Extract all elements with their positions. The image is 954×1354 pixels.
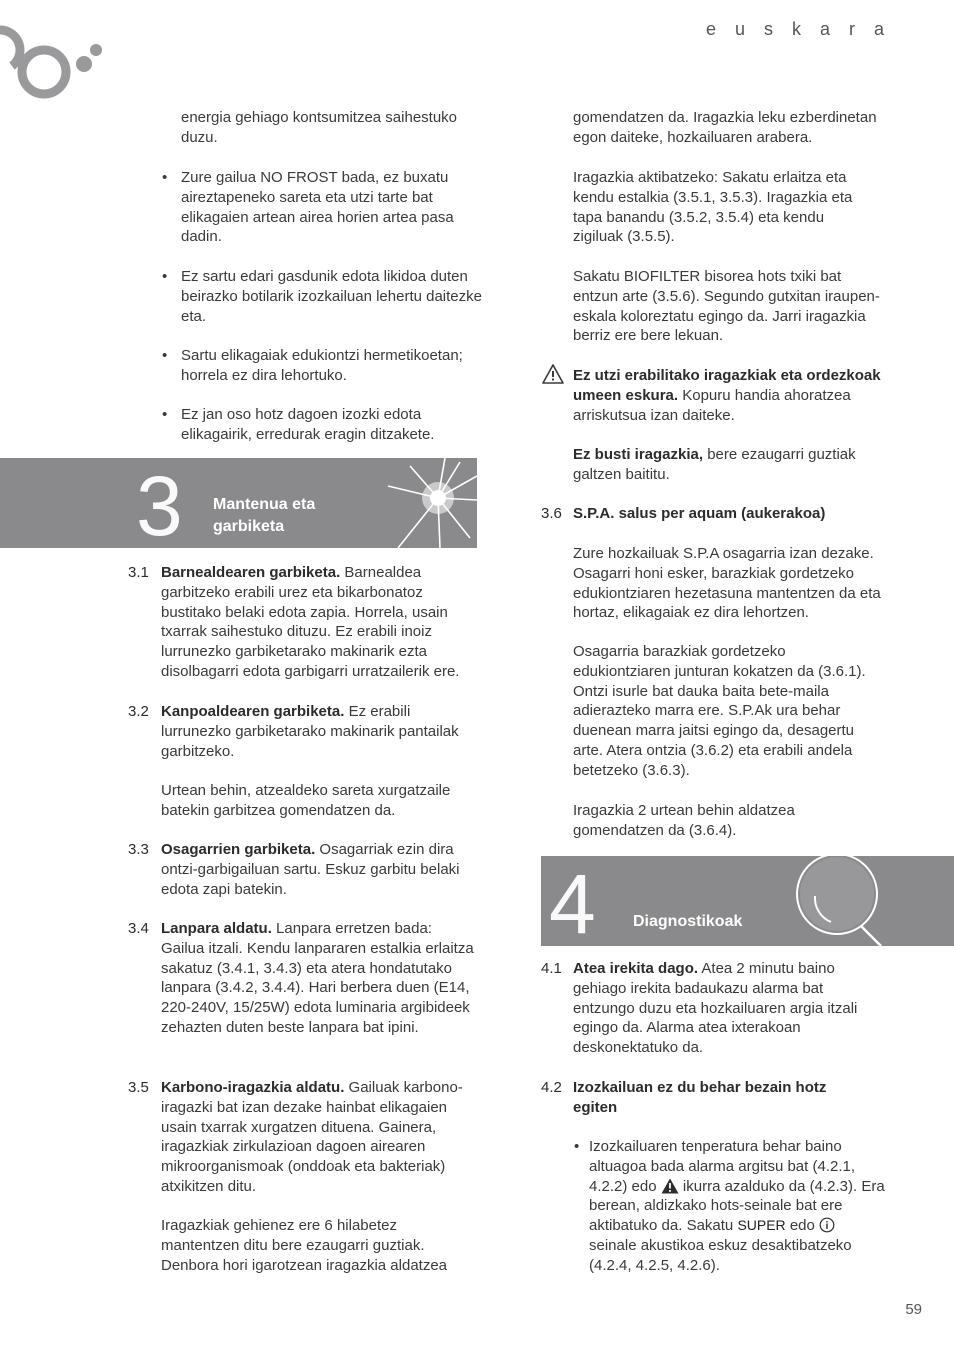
item-4-2-title [573, 1078, 893, 1118]
section-title: Diagnostikoak [633, 913, 743, 930]
item-title-line2: egiten [573, 1098, 618, 1116]
warning-bold: Ez utzi erabilitako iragazkiak eta ordezkoak umeen eskura. [573, 367, 881, 404]
item-title: Osagarrien garbiketa. [161, 841, 316, 858]
item-text: Osagarriak ezin dira ontzi-garbigailuan sartu. Eskuz garbitu belaki edota zapi batekin. [161, 841, 460, 898]
item-title: Lanpara aldatu. [161, 920, 272, 937]
section-title-line1: Mantenua eta [213, 496, 316, 513]
paragraph: Iragazkia 2 urtean behin aldatzea gomendatzen da (3.6.4). [573, 802, 795, 839]
brand-logo-icon [0, 22, 110, 104]
item-3-5 [161, 1078, 477, 1197]
bullet-text-1: Izozkailuaren tenperatura behar baino altuagoa bada alarma argitsu bat (4.2.1, 4.2.2) edo [589, 1138, 856, 1195]
language-label: e u s k a r a [705, 19, 891, 39]
item-number: 3.3 [128, 841, 149, 858]
section-title-line2: garbiketa [213, 518, 285, 535]
wet-warning-paragraph [573, 445, 883, 485]
warning-filled-icon [661, 1178, 679, 1194]
item-text: Ez erabili lurrunezko garbiketarako makinarik pantailak garbitzeko. [161, 703, 459, 760]
bullet-dot: • [574, 1138, 580, 1155]
item-3-1 [161, 563, 477, 682]
item-number: 3.5 [128, 1079, 149, 1096]
item-number: 4.1 [541, 960, 562, 977]
wet-warning-bold: Ez busti iragazkia, [573, 446, 704, 463]
item-title: S.P.A. salus per aquam (aukerakoa) [573, 505, 826, 522]
bullet-text-4: seinale akustikoa eskuz desaktibatzeko (4.2.4, 4.2.5, 4.2.6). [589, 1236, 852, 1274]
section-number: 3 [136, 459, 183, 548]
list-item: Ez sartu edari gasdunik edota likidoa duten beirazko botilarik izozkailuan lehertu daitezke eta. [181, 268, 482, 325]
list-item: Ez jan oso hotz dagoen izozki edota elikagairik, erredurak eragin ditzakete. [181, 406, 435, 443]
list-item: Zure gailua NO FROST bada, ez buxatu aireztapeneko sareta eta utzi tarte bat elikagaien artean airea horien artea pasa dadin. [181, 169, 454, 246]
item-title: Barnealdearen garbiketa. [161, 564, 341, 581]
bullet-text-2: ikurra azalduko da (4.2.3). Era berean, aldizkako hots-seinale bat ere aktibatuko da. Sakatu [589, 1177, 885, 1235]
intro-continuation: energia gehiago kontsumitzea saihestuko duzu. [181, 109, 458, 146]
bullet-dot: • [162, 169, 168, 186]
warning-icon [542, 364, 564, 384]
bullet-dot: • [162, 268, 168, 285]
super-key-label: SUPER [737, 1217, 786, 1234]
item-3-4 [161, 919, 477, 1038]
wet-warning-text: bere ezaugarri guztiak galtzen baititu. [573, 446, 856, 483]
warning-paragraph [573, 366, 883, 425]
bullet-dot: • [162, 347, 168, 364]
section-number: 4 [549, 857, 596, 946]
magnifier-icon [791, 856, 901, 946]
item-number: 3.4 [128, 920, 149, 937]
sparkle-icon [380, 458, 477, 548]
list-item: Sartu elikagaiak edukiontzi hermetikoetan; horrela ez dira lehortuko. [181, 347, 463, 384]
item-title: Atea irekita dago. [573, 960, 699, 977]
item-number: 3.1 [128, 564, 149, 581]
paragraph: Osagarria barazkiak gordetzeko edukiontziaren junturan kokatzen da (3.6.1). Ontzi isurle bat dauka baita bete-maila adierazteko marra ere. S.P.Ak ura behar duenean marra jaitsi egingo da, desagertu arte. Atera ontzia (3.6.2) eta erabili andela betetzeko (3.6.3). [573, 643, 866, 779]
list-item [589, 1137, 885, 1276]
item-text: Atea 2 minutu baino gehiago irekita badaukazu alarma bat entzungo duzu eta hozkailuaren argia itzali egingo da. Alarma atea ixterakoan deskonektatuko da. [573, 960, 858, 1057]
bullet-dot: • [162, 406, 168, 423]
item-3-3 [161, 840, 477, 899]
section-4-banner [541, 856, 954, 946]
warning-text: Kopuru handia ahoratzea arriskutsua izan daiteke. [573, 386, 851, 424]
info-icon [819, 1217, 835, 1233]
paragraph: Iragazkia aktibatzeko: Sakatu erlaitza eta kendu estalkia (3.5.1, 3.5.3). Iragazkia eta tapa banandu (3.5.2, 3.5.4) eta kendu zigiluak (3.5.5). [573, 169, 853, 246]
section-3-banner [0, 458, 477, 548]
item-4-1 [573, 959, 873, 1058]
item-number: 3.6 [541, 505, 562, 522]
item-text: Lanpara erretzen bada: Gailua itzali. Kendu lanpararen estalkia erlaitza sakatuz (3.4.1, 3.4.3) eta atera hondatutako lanpara (3.4.2, 3.4.4). Hari berbera duen (E14, 220-240V, 15/25W) edota luminaria argibideek zehazten duten beste lanpara bat ipini. [161, 920, 474, 1036]
item-title-line1: Izozkailuan ez du behar bezain hotz [573, 1079, 827, 1096]
item-3-2 [161, 702, 477, 761]
paragraph: Sakatu BIOFILTER bisorea hots txiki bat entzun arte (3.5.6). Segundo gutxitan iraupen-eskala koloreztatu egingo da. Jarri iragazkia berriz ere bere lekuan. [573, 268, 880, 345]
item-title: Karbono-iragazkia aldatu. [161, 1079, 345, 1096]
item-number: 4.2 [541, 1079, 562, 1096]
item-title: Kanpoaldearen garbiketa. [161, 703, 345, 720]
bullet-text-3: edo [789, 1217, 815, 1235]
item-text: Urtean behin, atzealdeko sareta xurgatzaile batekin garbitzea gomendatzen da. [161, 782, 451, 819]
paragraph: Zure hozkailuak S.P.A osagarria izan dezake. Osagarri honi esker, barazkiak gordetzeko edukiontziaren hezetasuna mantentzen da eta hortaz, elikagaiak ez dira lehortzen. [573, 545, 881, 622]
item-number: 3.2 [128, 703, 149, 720]
item-text: Barnealdea garbitzeko erabili urez eta bikarbonatoz bustitako belaki edota zapia. Horrela, usain txarrak saihestuko dituzu. Ez erabili inoiz lurrunezko garbiketarako makinarik ezta disolbagarri edota garbigarri urratzailerik ere. [161, 564, 460, 680]
paragraph: gomendatzen da. Iragazkia leku ezberdinetan egon daiteke, hozkailuaren arabera. [573, 109, 877, 146]
page-number: 59 [905, 1301, 922, 1318]
item-text: Iragazkiak gehienez ere 6 hilabetez mantentzen ditu bere ezaugarri guztiak. Denbora hori igarotzean iragazkia aldatzea [161, 1217, 448, 1274]
item-3-6-title [573, 504, 893, 524]
item-text: Gailuak karbono-iragazki bat izan dezake hainbat elikagaien usain txarrak xurgatzen dituena. Gainera, iragazkiak zirkulazioan dagoen airearen mikroorganismoak (onddoak eta bakteriak) atxikitzen ditu. [161, 1079, 463, 1195]
